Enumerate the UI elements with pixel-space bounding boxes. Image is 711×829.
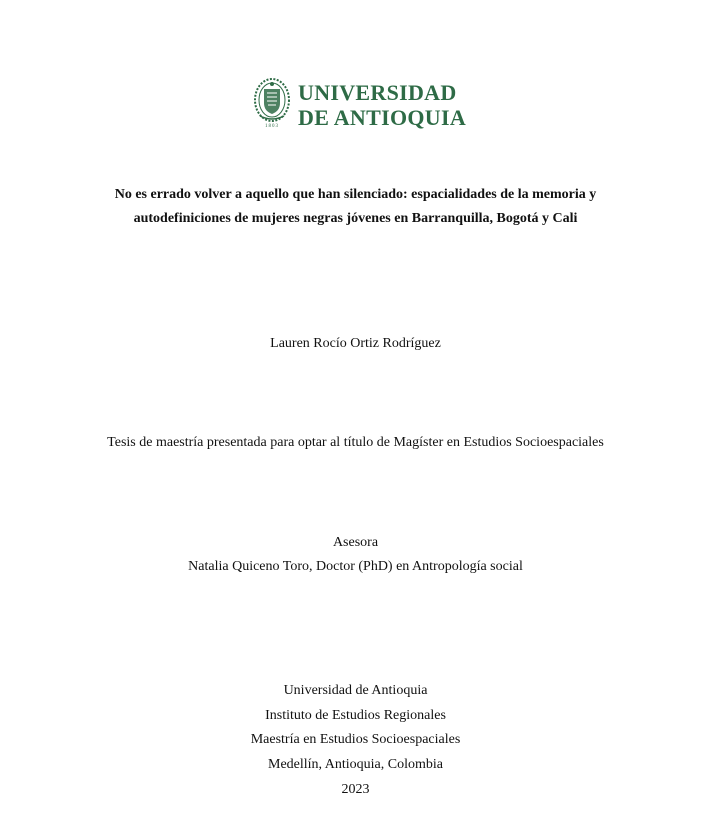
logo-line-2: DE ANTIOQUIA bbox=[298, 105, 467, 130]
seal-year: 1803 bbox=[265, 124, 279, 129]
thesis-title-line-1: No es errado volver a aquello que han silenciado: espacialidades de la memoria y bbox=[114, 187, 597, 202]
thesis-title-line-2: autodefiniciones de mujeres negras jóvenes en Barranquilla, Bogotá y Cali bbox=[133, 211, 578, 226]
advisor-name: Natalia Quiceno Toro, Doctor (PhD) en Antropología social bbox=[188, 559, 523, 574]
institution-block bbox=[0, 679, 711, 803]
institution-institute: Instituto de Estudios Regionales bbox=[265, 707, 446, 723]
institution-location: Medellín, Antioquia, Colombia bbox=[268, 757, 443, 773]
thesis-title bbox=[50, 183, 661, 231]
thesis-statement: Tesis de maestría presentada para optar al título de Magíster en Estudios Socioespaciales bbox=[107, 435, 604, 450]
institution-university: Universidad de Antioquia bbox=[283, 683, 428, 698]
university-logo bbox=[252, 76, 466, 132]
institution-program: Maestría en Estudios Socioespaciales bbox=[250, 732, 461, 748]
advisor-label: Asesora bbox=[332, 535, 379, 550]
logo-line-1: UNIVERSIDAD bbox=[298, 80, 457, 105]
author-name: Lauren Rocío Ortiz Rodríguez bbox=[270, 336, 441, 351]
logo-wordmark bbox=[298, 76, 466, 129]
institution-year: 2023 bbox=[341, 781, 370, 797]
university-seal-icon bbox=[252, 76, 292, 132]
